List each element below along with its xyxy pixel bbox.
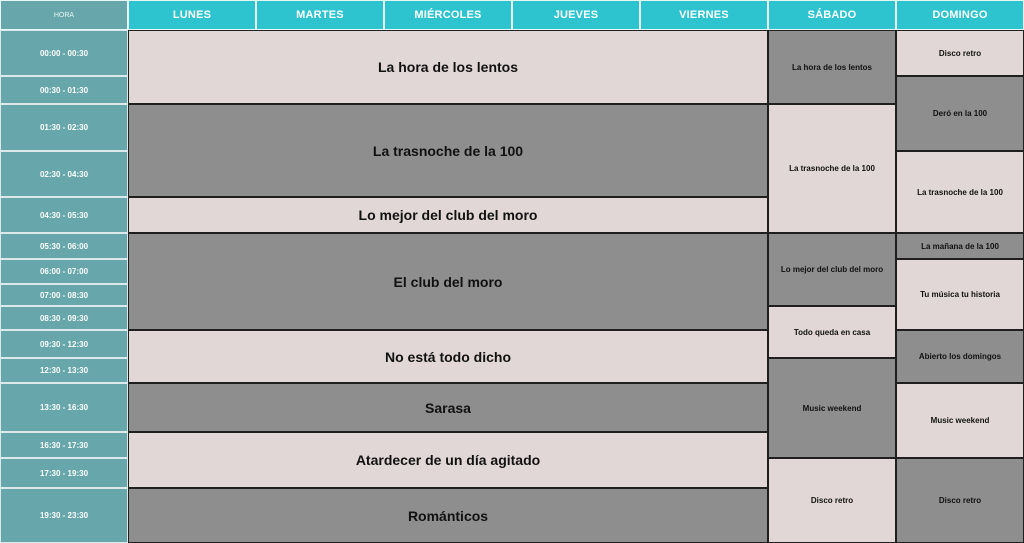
saturday-program-la-hora-de-los-lentos[interactable]: La hora de los lentos — [768, 30, 896, 104]
saturday-program-music-weekend[interactable]: Music weekend — [768, 358, 896, 458]
sunday-program-la-manana-de-la-100[interactable]: La mañana de la 100 — [896, 233, 1024, 259]
time-slot: 00:30 - 01:30 — [0, 76, 128, 104]
program-la-trasnoche-de-la-100[interactable]: La trasnoche de la 100 — [128, 104, 768, 197]
time-slot: 08:30 - 09:30 — [0, 306, 128, 330]
program-la-hora-de-los-lentos[interactable]: La hora de los lentos — [128, 30, 768, 104]
sunday-program-disco-retro-night[interactable]: Disco retro — [896, 458, 1024, 543]
header-day-martes: MARTES — [256, 0, 384, 30]
time-slot: 02:30 - 04:30 — [0, 151, 128, 197]
time-slot: 06:00 - 07:00 — [0, 259, 128, 284]
time-slot: 12:30 - 13:30 — [0, 358, 128, 383]
saturday-program-todo-queda-en-casa[interactable]: Todo queda en casa — [768, 306, 896, 358]
program-no-esta-todo-dicho[interactable]: No está todo dicho — [128, 330, 768, 383]
time-slot: 05:30 - 06:00 — [0, 233, 128, 259]
header-day-jueves: JUEVES — [512, 0, 640, 30]
header-day-sabado: SÁBADO — [768, 0, 896, 30]
sunday-program-music-weekend[interactable]: Music weekend — [896, 383, 1024, 458]
program-lo-mejor-del-club-del-moro[interactable]: Lo mejor del club del moro — [128, 197, 768, 233]
program-atardecer-de-un-dia-agitado[interactable]: Atardecer de un día agitado — [128, 432, 768, 488]
program-el-club-del-moro[interactable]: El club del moro — [128, 233, 768, 330]
header-hora: HORA — [0, 0, 128, 30]
sunday-program-tu-musica-tu-historia[interactable]: Tu música tu historia — [896, 259, 1024, 330]
time-slot: 04:30 - 05:30 — [0, 197, 128, 233]
saturday-program-lo-mejor-del-club-del-moro[interactable]: Lo mejor del club del moro — [768, 233, 896, 306]
header-day-miercoles: MIÉRCOLES — [384, 0, 512, 30]
time-slot: 00:00 - 00:30 — [0, 30, 128, 76]
sunday-program-abierto-los-domingos[interactable]: Abierto los domingos — [896, 330, 1024, 383]
program-sarasa[interactable]: Sarasa — [128, 383, 768, 432]
program-romanticos[interactable]: Románticos — [128, 488, 768, 543]
saturday-program-disco-retro[interactable]: Disco retro — [768, 458, 896, 543]
time-slot: 09:30 - 12:30 — [0, 330, 128, 358]
time-slot: 16:30 - 17:30 — [0, 432, 128, 458]
time-slot: 01:30 - 02:30 — [0, 104, 128, 151]
sunday-program-disco-retro[interactable]: Disco retro — [896, 30, 1024, 76]
time-slot: 13:30 - 16:30 — [0, 383, 128, 432]
header-day-domingo: DOMINGO — [896, 0, 1024, 30]
saturday-program-la-trasnoche-de-la-100[interactable]: La trasnoche de la 100 — [768, 104, 896, 233]
header-day-viernes: VIERNES — [640, 0, 768, 30]
time-slot: 07:00 - 08:30 — [0, 284, 128, 306]
time-slot: 19:30 - 23:30 — [0, 488, 128, 543]
sunday-program-la-trasnoche-de-la-100[interactable]: La trasnoche de la 100 — [896, 151, 1024, 233]
header-day-lunes: LUNES — [128, 0, 256, 30]
time-slot: 17:30 - 19:30 — [0, 458, 128, 488]
sunday-program-dero-en-la-100[interactable]: Deró en la 100 — [896, 76, 1024, 151]
